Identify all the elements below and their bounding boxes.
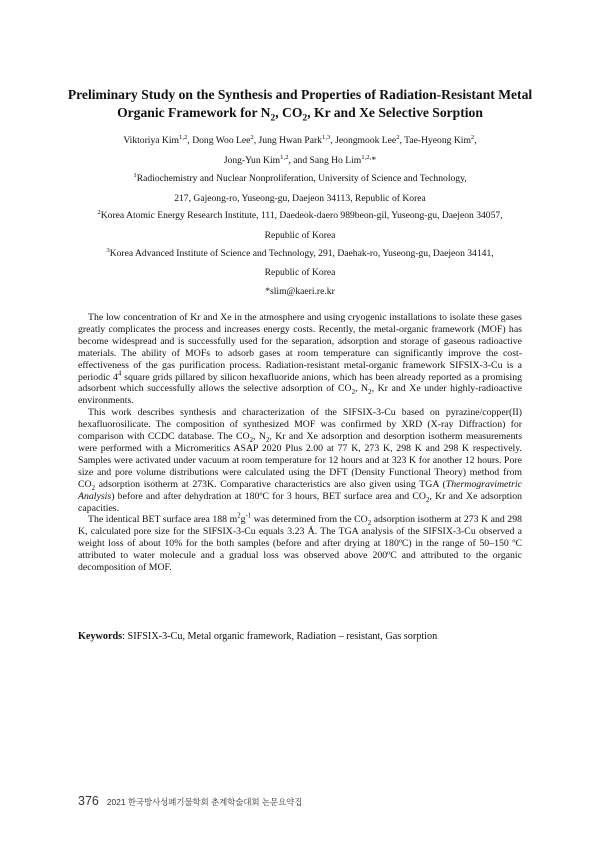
affiliation-1-line-2: 217, Gajeong-ro, Yuseong-gu, Daejeon 34113, Republic of Korea [174, 193, 426, 204]
affiliation-2-line-1: $^2$Korea Atomic Energy Research Institute, 111, Daedeok-daero 989beon-gil, Yuseong-gu, Daejeon 34057, [97, 208, 503, 221]
paragraph-1: The low concentration of Kr and Xe in the atmosphere and using cryogenic installations to isolate these gases greatly complicates the process and increases energy costs. Recently, the metal-organic framework (MOF) has become widespread and is successfully used for the separation, adsorption and storage of gaseous radioactive materials. The ability of MOFs to adsorb gases at room temperature can significantly improve the cost-effectiveness of the gas purification process. Radiation-resistant metal-organic framework SIFSIX-3-Cu is a periodic $4^4$ square grids pillared by silicon hexafluoride anions, which has been already reported as a promising adsorbent which successfully allows the selective adsorption of $CO_2$, $N_2$, Kr and Xe under highly-radioactive environments. [78, 312, 523, 407]
affiliation-1-line-1: $^1$Radiochemistry and Nuclear Nonproliferation, University of Science and Technology, [133, 171, 467, 184]
author-list-line-2: Jong-Yun Kim$^{1,2}$, and Sang Ho Lim$^{1,2,}$* [223, 153, 377, 166]
journal-name: 2021 한국방사성폐기물학회 춘계학술대회 논문요약집 [106, 797, 303, 807]
paragraph-3: The identical BET surface area 188 $m^2g^{-1}$ was determined from the $CO_2$ adsorption isotherm at 273 K and 298 K, calculated pore size for the SIFSIX-3-Cu equals 3.23 Å. The TGA analysis of the SIFSIX-3-Cu observed a weight loss of about 10% for the both samples (before and after drying at 180ºC) in the range of 50–150 ºC attributed to water molecule and a gradual loss was observed above 200ºC and attributed to the organic decomposition of MOF. [78, 513, 522, 574]
paper-title [50, 86, 550, 122]
author-list-line-1: Viktoriya Kim$^{1,2}$, Dong Woo Lee$^2$, Jung Hwan Park$^{1,3}$, Jeongmook Lee$^2$, Tae-Hyeong Kim$^2$, [123, 133, 477, 146]
keywords-line [78, 631, 522, 643]
affiliation-2-line-2: Republic of Korea [264, 230, 336, 241]
page-number: 376 [78, 794, 99, 808]
affiliation-3-line-1: $^3$Korea Advanced Institute of Science and Technology, 291, Daehak-ro, Yuseong-gu, Daejeon 34141, [106, 246, 494, 259]
title-line-1: Preliminary Study on the Synthesis and Properties of Radiation-Resistant Metal [67, 87, 533, 102]
abstract-body [78, 312, 522, 574]
paragraph-2: This work describes synthesis and characterization of the SIFSIX-3-Cu based on pyrazine/copper(II) hexafluorosilicate. The composition of synthesized MOF was confirmed by XRD (X-ray Diffraction) for comparison with CCDC database. The $CO_2$, $N_2$, Kr and Xe adsorption and desorption isotherm measurements were performed with a Micromeritics ASAP 2020 Plus 2.00 at 77 K, 273 K, 298 K and 298 K respectively. Samples were activated under vacuum at room temperature for 12 hours and at 323 K for another 12 hours. Pore size and pore volume distributions were calculated using the DFT (Density Functional Theory) method from $CO_2$ adsorption isotherm at 273K. Comparative characteristics are also given using TGA (Thermogravimetric Analysis) before and after dehydration at 180ºC for 3 hours, BET surface area and $CO_2$, Kr and Xe adsorption capacities. [78, 407, 523, 514]
corresponding-email: *slim@kaeri.re.kr [265, 286, 335, 297]
keywords-label: Keywords [78, 631, 123, 642]
keywords-text: : SIFSIX-3-Cu, Metal organic framework, Radiation – resistant, Gas sorption [122, 631, 438, 642]
affiliation-3-line-2: Republic of Korea [264, 267, 336, 278]
title-line-2: Organic Framework for $N_2$, $CO_2$, Kr and Xe Selective Sorption [117, 105, 483, 124]
page-footer [78, 794, 302, 808]
